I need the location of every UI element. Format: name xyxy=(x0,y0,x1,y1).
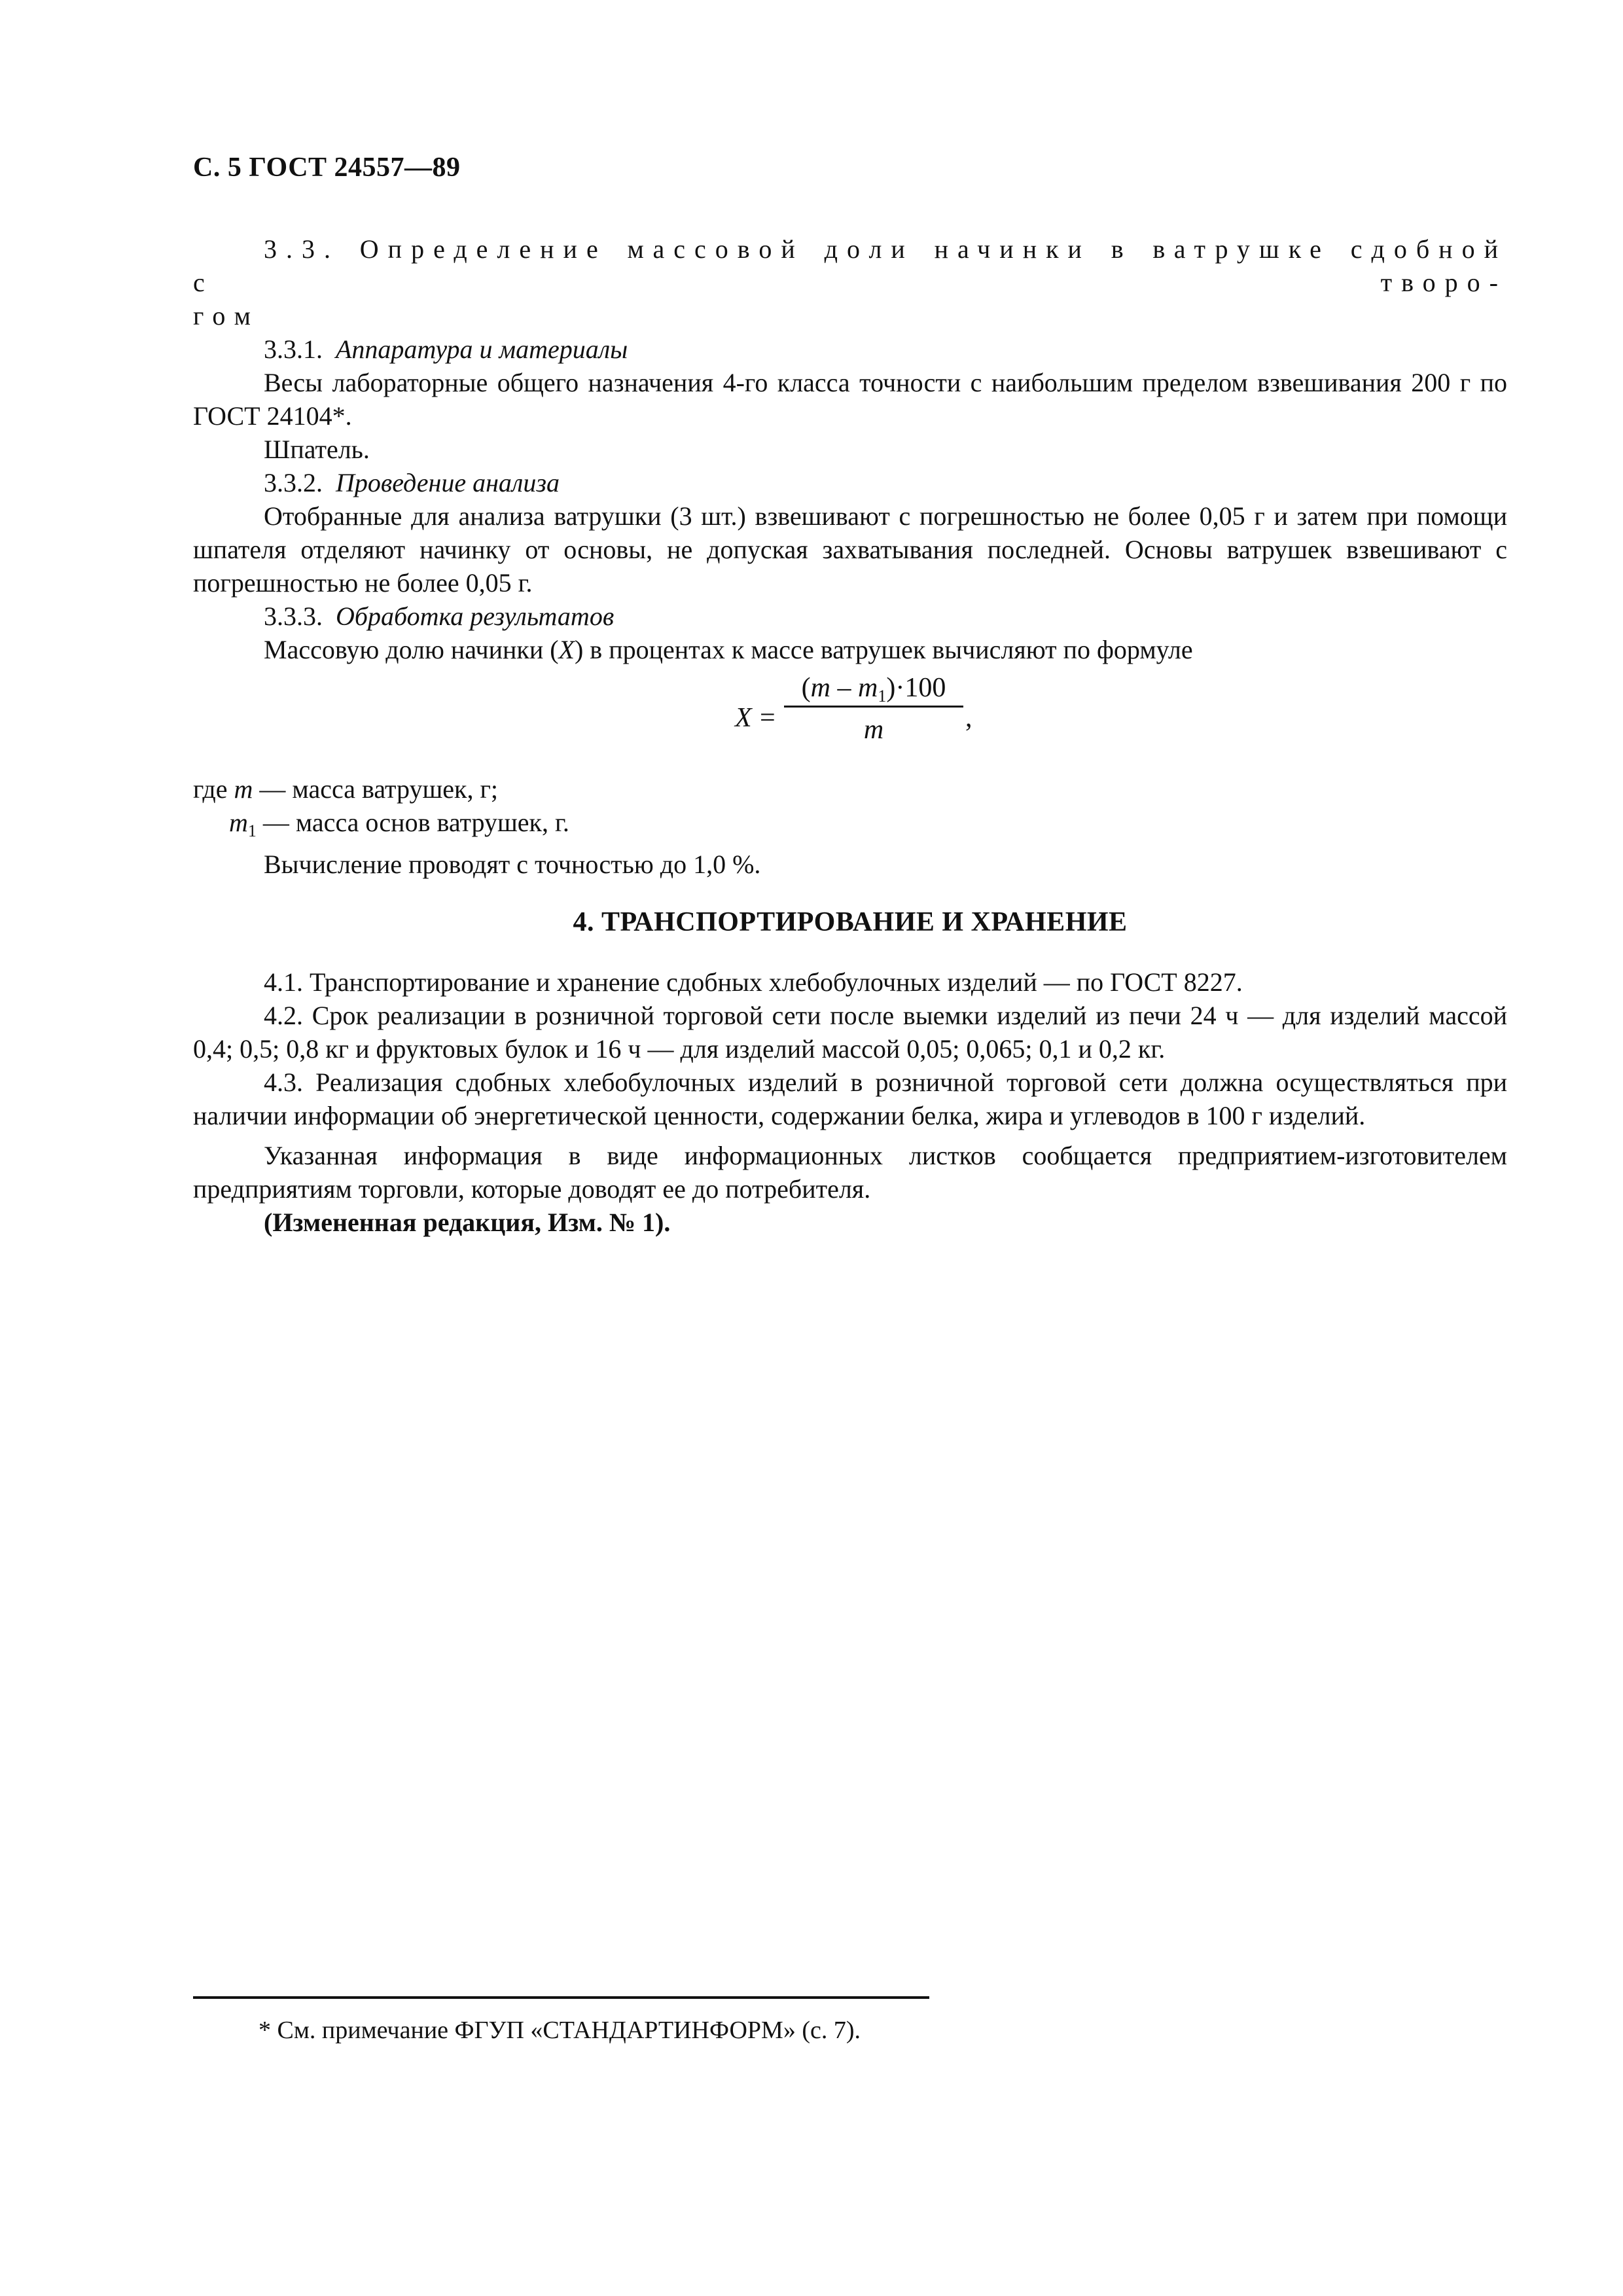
numerator-close: )·100 xyxy=(886,673,946,703)
section-3-3-title: 3.3. Определение массовой доли начинки в ватрушке сдобной с творо- xyxy=(193,234,1507,297)
paragraph-4-2: 4.2. Срок реализации в розничной торговой сети после выемки изделий из печи 24 ч — для изделий массой 0,4; 0,5; 0,8 кг и фруктовых булок и 16 ч — для изделий массой 0,05; 0,065; 0,1 и 0,2 кг. xyxy=(193,1001,1507,1064)
where-desc-m1: — масса основ ватрушек, г. xyxy=(256,808,569,837)
amendment-note: (Измененная редакция, Изм. № 1). xyxy=(264,1208,671,1237)
page-header: С. 5 ГОСТ 24557—89 xyxy=(193,152,461,183)
section-3-3-2-title: Проведение анализа xyxy=(336,468,560,497)
fraction-bar xyxy=(784,706,963,708)
section-3-3-2-heading xyxy=(193,466,1507,499)
section-3-3-title-continuation: гом xyxy=(193,301,260,331)
section-3-3-3-heading xyxy=(193,600,1507,633)
numerator-m: m xyxy=(810,673,830,703)
formula-lhs: X xyxy=(735,703,752,733)
footnote: * См. примечание ФГУП «СТАНДАРТИНФОРМ» (с. 7). xyxy=(259,2017,861,2044)
formula-equals: = xyxy=(760,703,776,733)
section-4-title: 4. ТРАНСПОРТИРОВАНИЕ И ХРАНЕНИЕ xyxy=(573,907,1128,937)
mass-fraction-formula xyxy=(193,669,1507,766)
where-desc-m: — масса ватрушек, г; xyxy=(253,774,498,804)
numerator-m1: m xyxy=(858,673,878,703)
where-word: где xyxy=(193,774,234,804)
analysis-paragraph: Отобранные для анализа ватрушки (3 шт.) взвешивают с погрешностью не более 0,05 г и затем при помощи шпателя отделяют начинку от основы, не допуская захватывания последней. Основы ватрушек взвешивают с погрешностью не более 0,05 г. xyxy=(193,501,1507,598)
section-number: 3.3.3. xyxy=(264,601,323,631)
where-var-m1: m xyxy=(229,808,248,837)
formula-intro-paragraph xyxy=(193,633,1507,666)
paragraph-4-1: 4.1. Транспортирование и хранение сдобных хлебобулочных изделий — по ГОСТ 8227. xyxy=(264,967,1243,997)
paragraph-4-4: Указанная информация в виде информационных листков сообщается предприятием-изготовителем предприятиям торговли, которые доводят ее до потребителя. xyxy=(193,1141,1507,1204)
numerator-minus: – xyxy=(830,673,858,703)
numerator-open: ( xyxy=(801,673,811,703)
formula-denominator: m xyxy=(863,715,884,745)
section-3-3-1-heading xyxy=(193,332,1507,366)
precision-paragraph: Вычисление проводят с точностью до 1,0 %. xyxy=(264,850,761,879)
formula-intro-start: Массовую долю начинки ( xyxy=(264,635,559,664)
numerator-m1-subscript: 1 xyxy=(878,687,887,706)
formula-intro-end: ) в процентах к массе ватрушек вычисляют по формуле xyxy=(574,635,1193,664)
formula-intro-variable: X xyxy=(558,635,575,664)
section-3-3-3-title: Обработка результатов xyxy=(336,601,615,631)
section-3-3-1-title: Аппаратура и материалы xyxy=(336,334,628,364)
where-line-m xyxy=(193,772,1507,806)
where-var-m1-subscript: 1 xyxy=(247,821,257,840)
where-var-m: m xyxy=(234,774,253,804)
section-number: 3.3.2. xyxy=(264,468,323,497)
footnote-separator xyxy=(193,1996,929,1999)
formula-comma: , xyxy=(965,703,972,733)
paragraph-4-3: 4.3. Реализация сдобных хлебобулочных изделий в розничной торговой сети должна осуществляться при наличии информации об энергетической ценности, содержании белка, жира и углеводов в 100 г изделий. xyxy=(193,1067,1507,1130)
section-number: 3.3.1. xyxy=(264,334,323,364)
spatula-paragraph: Шпатель. xyxy=(264,435,370,464)
page-content xyxy=(193,232,1507,1239)
equipment-paragraph: Весы лабораторные общего назначения 4-го класса точности с наибольшим пределом взвешивания 200 г по ГОСТ 24104*. xyxy=(193,368,1507,431)
where-line-m1 xyxy=(193,806,1507,848)
